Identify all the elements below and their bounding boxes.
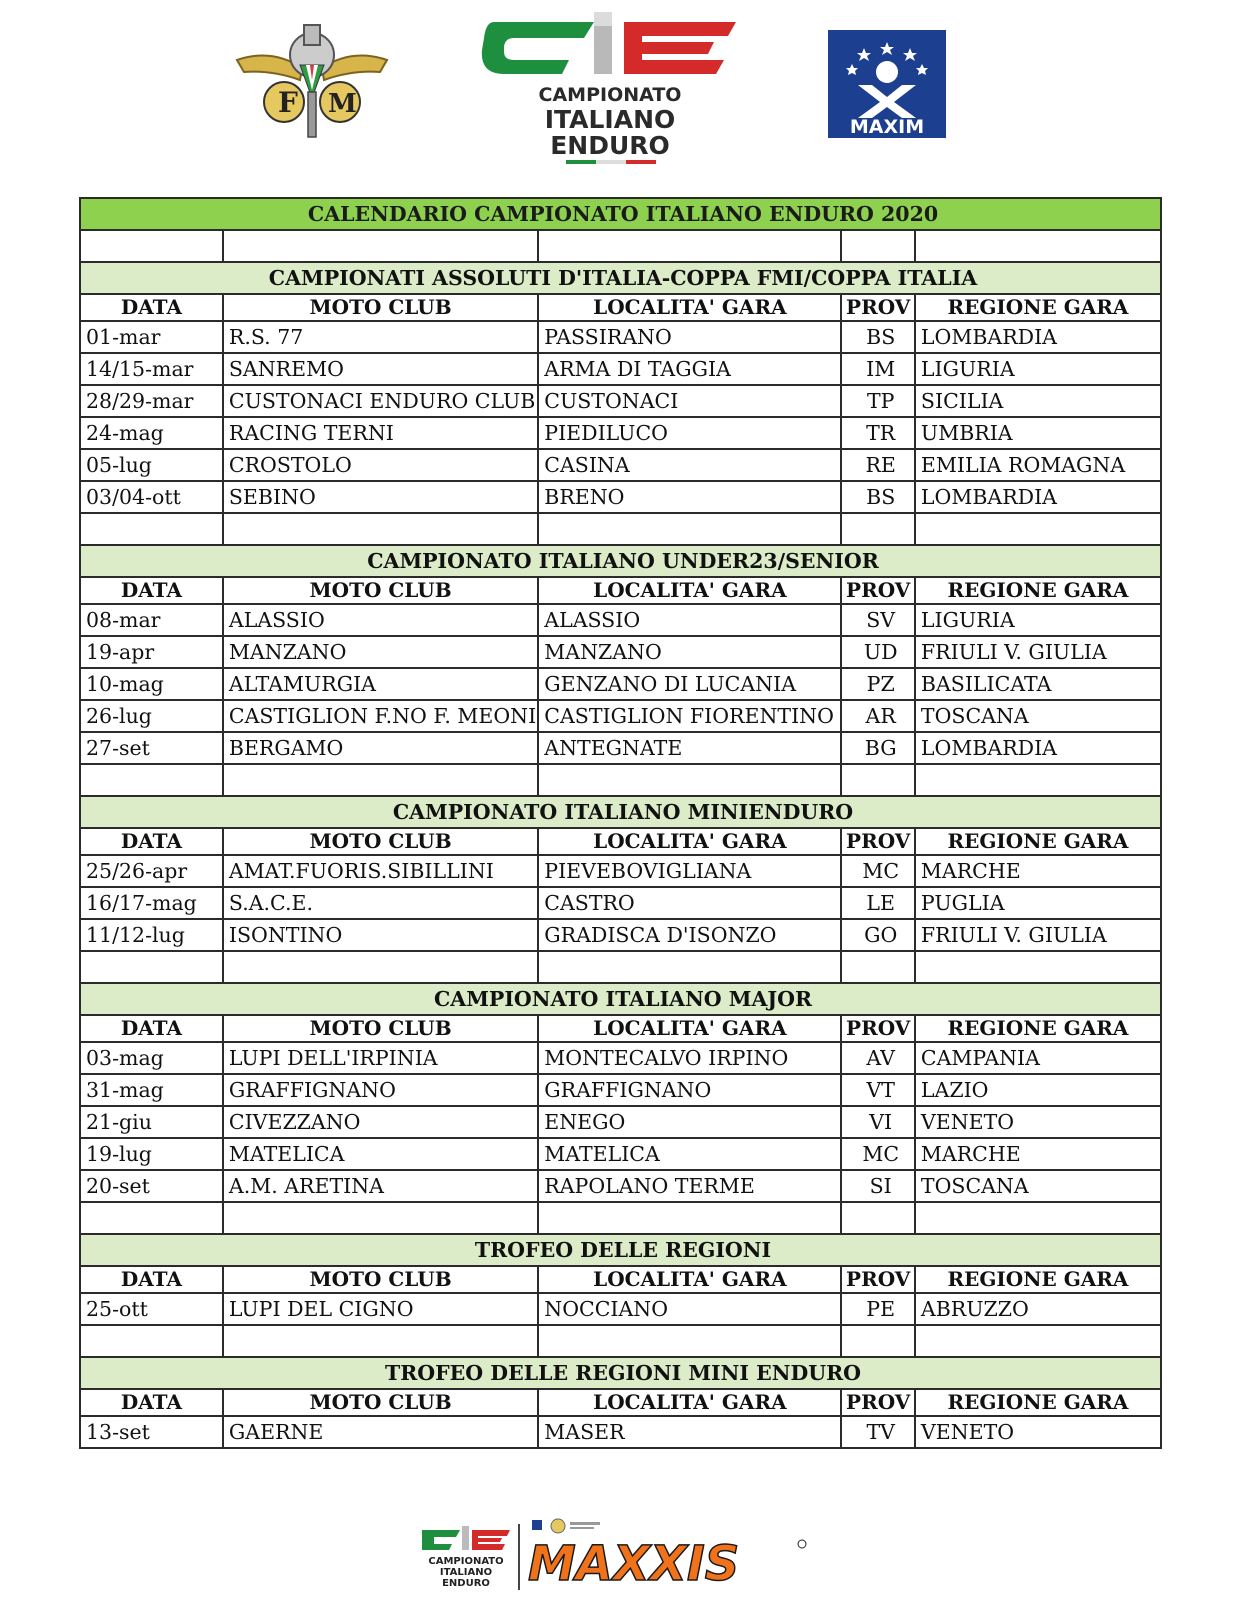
col-data-cell: 08-mar: [80, 604, 223, 636]
col-prov-cell: AV: [841, 1042, 914, 1074]
table-row: [80, 887, 1161, 919]
section-gap: [80, 1202, 1161, 1234]
table-row: [80, 1416, 1161, 1448]
col-localita-cell: ANTEGNATE: [538, 732, 841, 764]
col-localita-cell: ARMA DI TAGGIA: [538, 353, 841, 385]
col-prov-header: PROV: [841, 1266, 914, 1293]
col-data-cell: 03/04-ott: [80, 481, 223, 513]
table-row: [80, 732, 1161, 764]
col-data-header: DATA: [80, 1266, 223, 1293]
col-data-cell: 25-ott: [80, 1293, 223, 1325]
table-row: [80, 1074, 1161, 1106]
col-data-cell: 31-mag: [80, 1074, 223, 1106]
col-data-cell: 20-set: [80, 1170, 223, 1202]
col-moto-club-cell: MANZANO: [223, 636, 538, 668]
col-prov-cell: TR: [841, 417, 914, 449]
col-localita-cell: GRAFFIGNANO: [538, 1074, 841, 1106]
table-row: [80, 1042, 1161, 1074]
col-prov-cell: RE: [841, 449, 914, 481]
col-moto-club-cell: AMAT.FUORIS.SIBILLINI: [223, 855, 538, 887]
footer-divider: [518, 1524, 520, 1590]
col-moto-club-cell: MATELICA: [223, 1138, 538, 1170]
col-prov-cell: LE: [841, 887, 914, 919]
col-data-cell: 27-set: [80, 732, 223, 764]
col-moto-club-cell: ISONTINO: [223, 919, 538, 951]
footer-fmi-mini: [551, 1519, 565, 1533]
col-prov-cell: UD: [841, 636, 914, 668]
col-prov-cell: BG: [841, 732, 914, 764]
col-moto-club-header: MOTO CLUB: [223, 828, 538, 855]
col-prov-cell: VI: [841, 1106, 914, 1138]
section-header-row: [80, 796, 1161, 828]
col-data-cell: 05-lug: [80, 449, 223, 481]
col-localita-cell: MATELICA: [538, 1138, 841, 1170]
section-header-row: [80, 1234, 1161, 1266]
col-data-header: DATA: [80, 1389, 223, 1416]
col-localita-header: LOCALITA' GARA: [538, 577, 841, 604]
col-regione-cell: SICILIA: [915, 385, 1161, 417]
footer-cie-line1: CAMPIONATO: [428, 1556, 504, 1567]
table-row: [80, 385, 1161, 417]
table-row: [80, 855, 1161, 887]
col-regione-cell: BASILICATA: [915, 668, 1161, 700]
col-regione-cell: LIGURIA: [915, 604, 1161, 636]
col-moto-club-cell: RACING TERNI: [223, 417, 538, 449]
col-prov-cell: PE: [841, 1293, 914, 1325]
col-regione-cell: LOMBARDIA: [915, 732, 1161, 764]
col-data-cell: 03-mag: [80, 1042, 223, 1074]
col-data-cell: 01-mar: [80, 321, 223, 353]
col-localita-cell: GENZANO DI LUCANIA: [538, 668, 841, 700]
col-localita-cell: RAPOLANO TERME: [538, 1170, 841, 1202]
col-moto-club-cell: CROSTOLO: [223, 449, 538, 481]
col-moto-club-cell: CASTIGLION F.NO F. MEONI: [223, 700, 538, 732]
col-prov-cell: MC: [841, 855, 914, 887]
col-prov-cell: TP: [841, 385, 914, 417]
section-title: CAMPIONATO ITALIANO MINIENDURO: [80, 796, 1161, 828]
table-row: [80, 636, 1161, 668]
col-localita-header: LOCALITA' GARA: [538, 1389, 841, 1416]
col-data-header: DATA: [80, 294, 223, 321]
col-regione-cell: VENETO: [915, 1416, 1161, 1448]
col-prov-cell: PZ: [841, 668, 914, 700]
col-prov-cell: SI: [841, 1170, 914, 1202]
section-header-row: [80, 1357, 1161, 1389]
col-prov-cell: SV: [841, 604, 914, 636]
col-moto-club-cell: CIVEZZANO: [223, 1106, 538, 1138]
cie-line2: ITALIANO: [544, 105, 676, 134]
col-localita-cell: MONTECALVO IRPINO: [538, 1042, 841, 1074]
col-moto-club-cell: BERGAMO: [223, 732, 538, 764]
maxim-logo: [828, 30, 946, 138]
footer-maxim-mini: [532, 1520, 542, 1530]
col-prov-cell: BS: [841, 481, 914, 513]
col-data-header: DATA: [80, 828, 223, 855]
col-localita-header: LOCALITA' GARA: [538, 1015, 841, 1042]
col-regione-header: REGIONE GARA: [915, 1389, 1161, 1416]
section-title: CAMPIONATO ITALIANO MAJOR: [80, 983, 1161, 1015]
section-header-row: [80, 262, 1161, 294]
col-regione-cell: EMILIA ROMAGNA: [915, 449, 1161, 481]
col-localita-cell: ENEGO: [538, 1106, 841, 1138]
col-regione-cell: VENETO: [915, 1106, 1161, 1138]
col-regione-cell: LOMBARDIA: [915, 481, 1161, 513]
table-row: [80, 1106, 1161, 1138]
col-regione-cell: UMBRIA: [915, 417, 1161, 449]
section-gap: [80, 1325, 1161, 1357]
col-localita-cell: MANZANO: [538, 636, 841, 668]
col-prov-cell: TV: [841, 1416, 914, 1448]
col-data-cell: 14/15-mar: [80, 353, 223, 385]
spacer-row: [80, 230, 1161, 262]
col-localita-cell: MASER: [538, 1416, 841, 1448]
col-prov-header: PROV: [841, 828, 914, 855]
fmi-letter-f: F: [278, 86, 298, 119]
table-row: [80, 668, 1161, 700]
column-header-row: [80, 1266, 1161, 1293]
col-prov-cell: AR: [841, 700, 914, 732]
col-localita-cell: PASSIRANO: [538, 321, 841, 353]
header-logos: [0, 0, 1240, 175]
col-regione-cell: LAZIO: [915, 1074, 1161, 1106]
col-regione-header: REGIONE GARA: [915, 294, 1161, 321]
col-regione-header: REGIONE GARA: [915, 577, 1161, 604]
section-gap: [80, 764, 1161, 796]
col-data-cell: 19-lug: [80, 1138, 223, 1170]
col-regione-cell: MARCHE: [915, 1138, 1161, 1170]
col-prov-cell: VT: [841, 1074, 914, 1106]
section-title: CAMPIONATO ITALIANO UNDER23/SENIOR: [80, 545, 1161, 577]
col-regione-cell: FRIULI V. GIULIA: [915, 919, 1161, 951]
col-moto-club-cell: ALTAMURGIA: [223, 668, 538, 700]
column-header-row: [80, 294, 1161, 321]
table-row: [80, 700, 1161, 732]
col-regione-cell: CAMPANIA: [915, 1042, 1161, 1074]
col-data-header: DATA: [80, 577, 223, 604]
table-row: [80, 1138, 1161, 1170]
col-regione-cell: ABRUZZO: [915, 1293, 1161, 1325]
column-header-row: [80, 1389, 1161, 1416]
calendar-table: [79, 197, 1162, 1449]
col-moto-club-header: MOTO CLUB: [223, 1389, 538, 1416]
footer-cie-logo: [422, 1526, 510, 1589]
col-localita-cell: CUSTONACI: [538, 385, 841, 417]
col-data-cell: 28/29-mar: [80, 385, 223, 417]
column-header-row: [80, 577, 1161, 604]
footer-cie-line2: ITALIANO: [439, 1567, 493, 1578]
col-moto-club-cell: A.M. ARETINA: [223, 1170, 538, 1202]
col-regione-cell: PUGLIA: [915, 887, 1161, 919]
col-data-cell: 26-lug: [80, 700, 223, 732]
col-localita-cell: CASTRO: [538, 887, 841, 919]
col-regione-cell: LIGURIA: [915, 353, 1161, 385]
col-prov-header: PROV: [841, 577, 914, 604]
col-data-cell: 25/26-apr: [80, 855, 223, 887]
section-gap: [80, 513, 1161, 545]
table-row: [80, 1170, 1161, 1202]
col-localita-cell: CASTIGLION FIORENTINO: [538, 700, 841, 732]
col-prov-cell: IM: [841, 353, 914, 385]
table-row: [80, 353, 1161, 385]
section-title: TROFEO DELLE REGIONI MINI ENDURO: [80, 1357, 1161, 1389]
maxim-text: MAXIM: [849, 116, 925, 138]
footer-cie-line3: ENDURO: [442, 1578, 490, 1589]
col-prov-header: PROV: [841, 1015, 914, 1042]
section-header-row: [80, 545, 1161, 577]
table-row: [80, 417, 1161, 449]
column-header-row: [80, 828, 1161, 855]
col-localita-header: LOCALITA' GARA: [538, 1266, 841, 1293]
calendar-body: [80, 198, 1161, 1448]
col-prov-cell: GO: [841, 919, 914, 951]
col-regione-cell: MARCHE: [915, 855, 1161, 887]
col-localita-cell: GRADISCA D'ISONZO: [538, 919, 841, 951]
col-moto-club-header: MOTO CLUB: [223, 1266, 538, 1293]
col-regione-cell: TOSCANA: [915, 700, 1161, 732]
col-data-cell: 16/17-mag: [80, 887, 223, 919]
col-data-cell: 24-mag: [80, 417, 223, 449]
col-localita-cell: BRENO: [538, 481, 841, 513]
col-localita-cell: CASINA: [538, 449, 841, 481]
col-moto-club-cell: CUSTONACI ENDURO CLUB: [223, 385, 538, 417]
table-row: [80, 449, 1161, 481]
col-prov-header: PROV: [841, 294, 914, 321]
col-localita-cell: ALASSIO: [538, 604, 841, 636]
cie-logo: [474, 4, 744, 169]
footer-logos: [420, 1518, 820, 1600]
col-localita-cell: PIEDILUCO: [538, 417, 841, 449]
col-localita-cell: NOCCIANO: [538, 1293, 841, 1325]
col-moto-club-header: MOTO CLUB: [223, 1015, 538, 1042]
col-regione-header: REGIONE GARA: [915, 1015, 1161, 1042]
section-title: CAMPIONATI ASSOLUTI D'ITALIA-COPPA FMI/COPPA ITALIA: [80, 262, 1161, 294]
col-moto-club-cell: LUPI DEL CIGNO: [223, 1293, 538, 1325]
column-header-row: [80, 1015, 1161, 1042]
page-title: CALENDARIO CAMPIONATO ITALIANO ENDURO 2020: [80, 198, 1161, 230]
table-row: [80, 604, 1161, 636]
col-data-cell: 11/12-lug: [80, 919, 223, 951]
col-moto-club-cell: GAERNE: [223, 1416, 538, 1448]
col-data-header: DATA: [80, 1015, 223, 1042]
col-regione-cell: FRIULI V. GIULIA: [915, 636, 1161, 668]
table-row: [80, 321, 1161, 353]
col-data-cell: 19-apr: [80, 636, 223, 668]
col-prov-cell: BS: [841, 321, 914, 353]
section-header-row: [80, 983, 1161, 1015]
table-row: [80, 481, 1161, 513]
col-data-cell: 13-set: [80, 1416, 223, 1448]
table-row: [80, 919, 1161, 951]
col-moto-club-cell: GRAFFIGNANO: [223, 1074, 538, 1106]
col-localita-header: LOCALITA' GARA: [538, 828, 841, 855]
col-moto-club-cell: R.S. 77: [223, 321, 538, 353]
col-regione-header: REGIONE GARA: [915, 1266, 1161, 1293]
title-row: [80, 198, 1161, 230]
col-moto-club-header: MOTO CLUB: [223, 294, 538, 321]
col-moto-club-cell: SEBINO: [223, 481, 538, 513]
col-moto-club-header: MOTO CLUB: [223, 577, 538, 604]
fmi-letter-m: M: [328, 89, 357, 119]
section-gap: [80, 951, 1161, 983]
col-prov-cell: MC: [841, 1138, 914, 1170]
col-moto-club-cell: ALASSIO: [223, 604, 538, 636]
maxxis-wordmark: MAXXIS: [528, 1536, 740, 1592]
fmi-logo: [232, 20, 392, 145]
col-data-cell: 10-mag: [80, 668, 223, 700]
col-regione-cell: TOSCANA: [915, 1170, 1161, 1202]
col-prov-header: PROV: [841, 1389, 914, 1416]
col-moto-club-cell: LUPI DELL'IRPINIA: [223, 1042, 538, 1074]
col-regione-cell: LOMBARDIA: [915, 321, 1161, 353]
col-moto-club-cell: S.A.C.E.: [223, 887, 538, 919]
cie-line3: ENDURO: [550, 131, 670, 160]
col-moto-club-cell: SANREMO: [223, 353, 538, 385]
cie-line1: CAMPIONATO: [538, 84, 682, 106]
section-title: TROFEO DELLE REGIONI: [80, 1234, 1161, 1266]
col-data-cell: 21-giu: [80, 1106, 223, 1138]
col-localita-cell: PIEVEBOVIGLIANA: [538, 855, 841, 887]
table-row: [80, 1293, 1161, 1325]
col-regione-header: REGIONE GARA: [915, 828, 1161, 855]
col-localita-header: LOCALITA' GARA: [538, 294, 841, 321]
